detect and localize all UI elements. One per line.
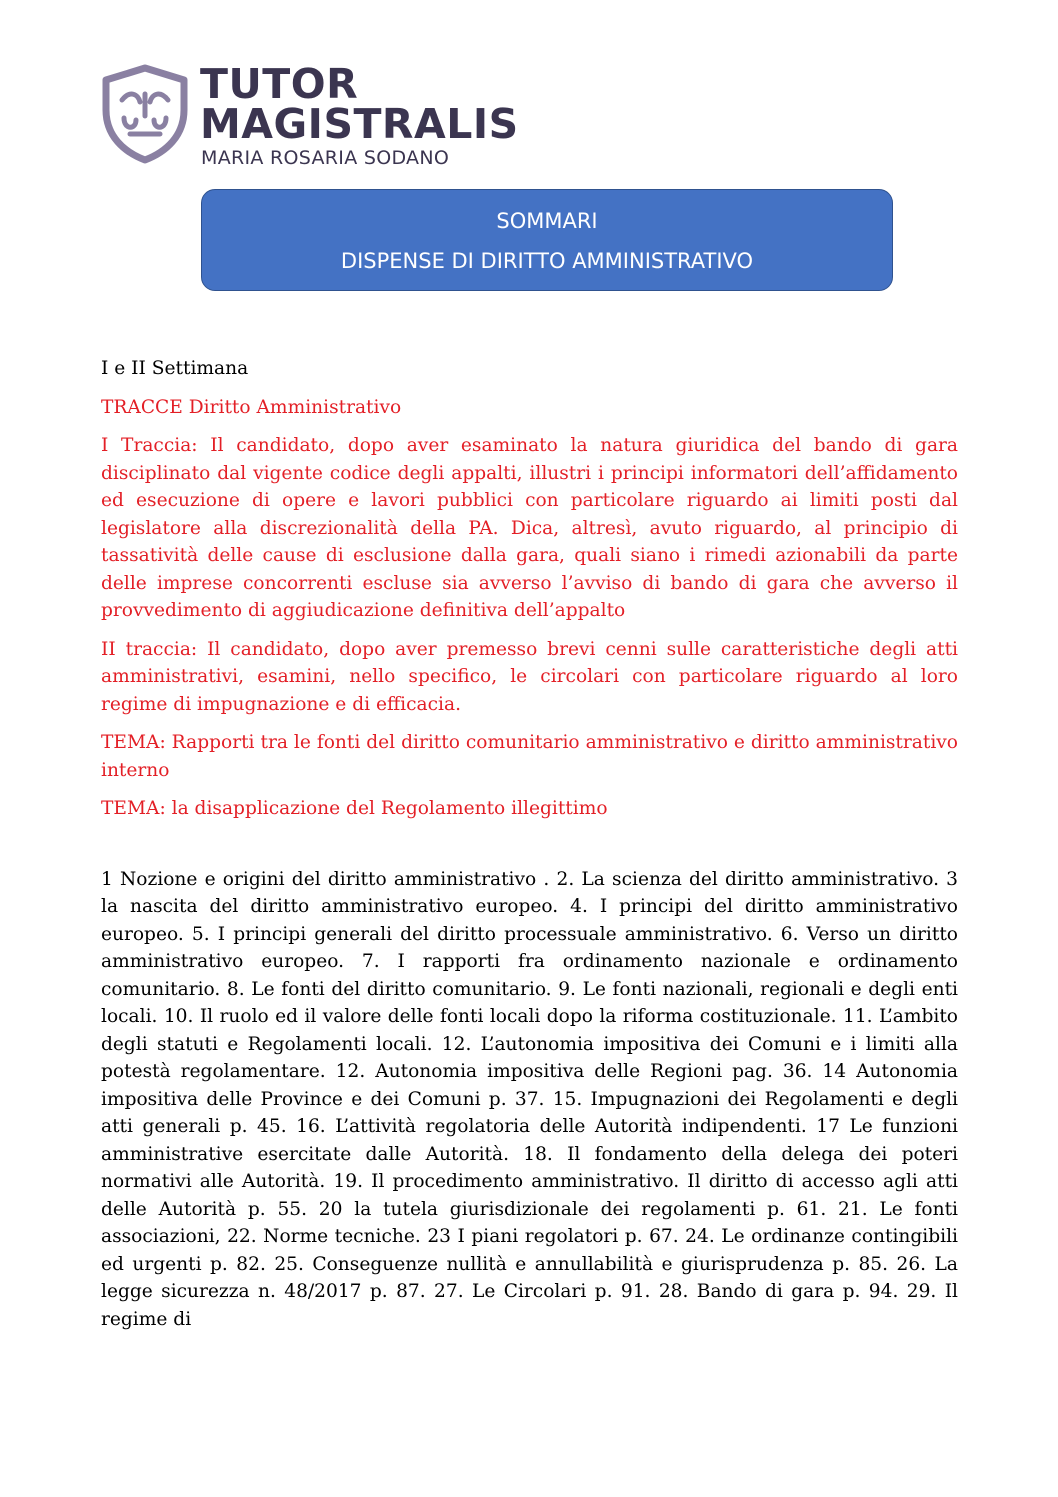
banner-title: SOMMARI xyxy=(496,209,598,233)
traccia-2: II traccia: Il candidato, dopo aver premesso brevi cenni sulle caratteristiche degli atti amministrativi, esamini, nello specifico, le circolari con particolare riguardo al loro regime di impugnazione e di efficacia. xyxy=(101,638,958,715)
brand-name-line2: MAGISTRALIS xyxy=(200,100,519,148)
tema-2: TEMA: la disapplicazione del Regolamento illegittimo xyxy=(101,798,608,819)
banner-subtitle: DISPENSE DI DIRITTO AMMINISTRATIVO xyxy=(340,249,754,273)
title-banner xyxy=(201,189,893,291)
index-paragraph: 1 Nozione e origini del diritto amministrativo . 2. La scienza del diritto amministrativo. 3 la nascita del diritto amministrativo europeo. 4. I principi del diritto amministrativo europeo. 5. I principi generali del diritto processuale amministrativo. 6. Verso un diritto amministrativo europeo. 7. I rapporti fra ordinamento nazionale e ordinamento comunitario. 8. Le fonti del diritto comunitario. 9. Le fonti nazionali, regionali e degli enti locali. 10. Il ruolo ed il valore delle fonti locali dopo la riforma costituzionale. 11. L’ambito degli statuti e Regolamenti locali. 12. L’autonomia impositiva dei Comuni e i limiti alla potestà regolamentare. 12. Autonomia impositiva delle Regioni pag. 36. 14 Autonomia impositiva delle Province e dei Comuni p. 37. 15. Impugnazioni dei Regolamenti e degli atti generali p. 45. 16. L’attività regolatoria delle Autorità indipendenti. 17 Le funzioni amministrative esercitate dalle Autorità. 18. Il fondamento della delega dei poteri normativi alle Autorità. 19. Il procedimento amministrativo. Il diritto di accesso agli atti delle Autorità p. 55. 20 la tutela giurisdizionale dei regolamenti p. 61. 21. Le fonti associazioni, 22. Norme tecniche. 23 I piani regolatori p. 67. 24. Le ordinanze contingibili ed urgenti p. 82. 25. Conseguenze nullità e annullabilità e giurisprudenza p. 85. 26. La legge sicurezza n. 48/2017 p. 87. 27. Le Circolari p. 91. 28. Bando di gara p. 94. 29. Il regime di xyxy=(101,868,958,1330)
week-label: I e II Settimana xyxy=(101,358,249,379)
tracce-heading: TRACCE Diritto Amministrativo xyxy=(101,396,402,418)
brand-subtitle: MARIA ROSARIA SODANO xyxy=(201,147,450,169)
brand-name-line1: TUTOR xyxy=(200,60,359,108)
traccia-1: I Traccia: Il candidato, dopo aver esaminato la natura giuridica del bando di gara disciplinato dal vigente codice degli appalti, illustri i principi informatori dell’affidamento ed esecuzione di opere e lavori pubblici con particolare riguardo ai limiti posti dal legislatore alla discrezionalità della PA. Dica, altresì, avuto riguardo, al principio di tassatività delle cause di esclusione dalla gara, quali siano i rimedi azionabili da parte delle imprese concorrenti escluse sia avverso l’avviso di bando di gara che avverso il provvedimento di aggiudicazione definitiva dell’appalto xyxy=(101,435,958,621)
document-body xyxy=(101,355,958,1333)
tema-1: TEMA: Rapporti tra le fonti del diritto comunitario amministrativo e diritto amministrativo interno xyxy=(101,732,958,781)
shield-logo-icon xyxy=(100,64,190,164)
brand-logo xyxy=(100,60,520,174)
